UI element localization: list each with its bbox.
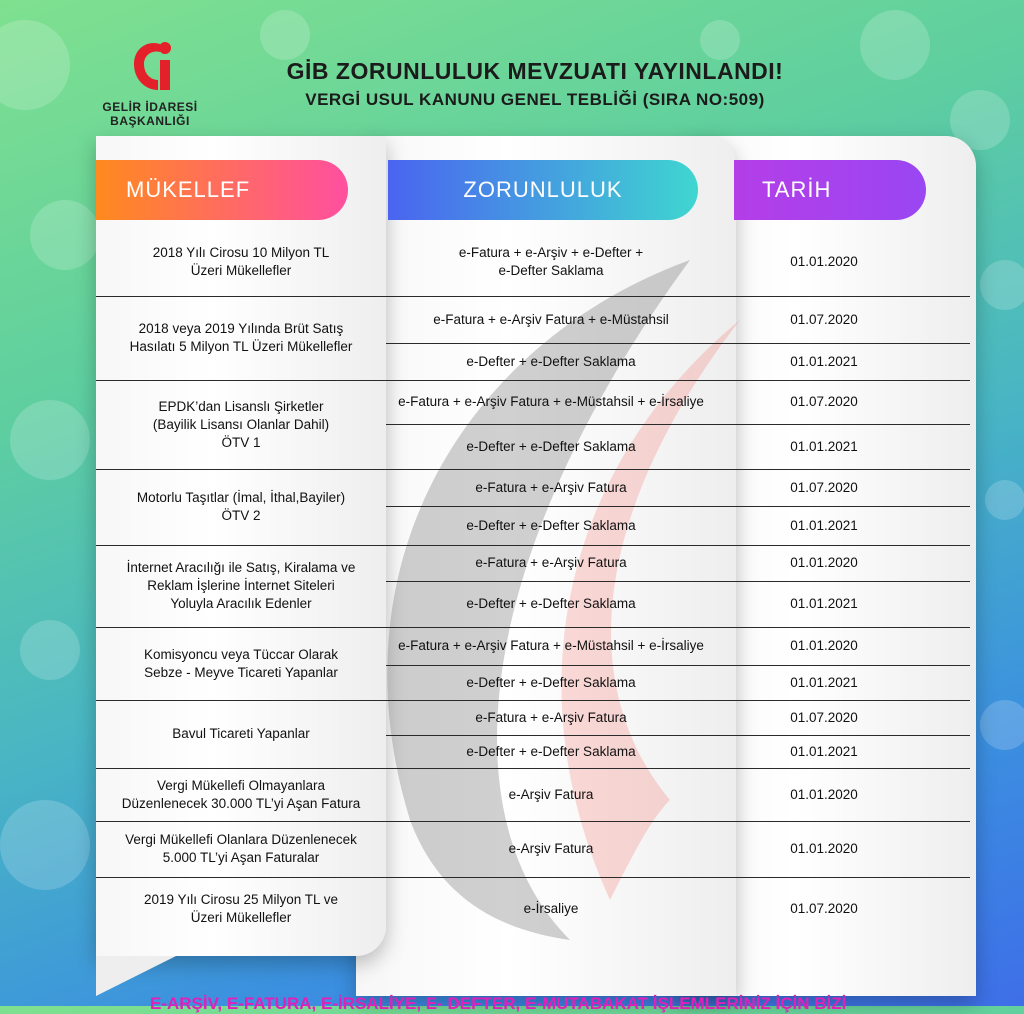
header [0,0,1024,140]
tarih-cell: 01.01.2021 [790,596,858,611]
tarih-cell: 01.07.2020 [790,311,858,327]
zorunluluk-cell [386,768,716,821]
zorunluluk-cell-line: e-Defter + e-Defter Saklama [466,743,636,759]
tarih-cell: 01.01.2020 [790,638,858,653]
gib-logo-icon [126,38,176,98]
mukellef-cell [96,627,386,700]
mukellef-cell-line: 5.000 TL’yi Aşan Faturalar [162,850,320,865]
mukellef-cell-line: 2018 veya 2019 Yılında Brüt Satış [138,321,344,336]
mukellef-cell-line: Reklam İşlerine İnternet Siteleri [147,578,335,593]
zorunluluk-header: ZORUNLULUK [388,160,698,220]
zorunluluk-cell [386,343,716,380]
zorunluluk-cell-line: e-Defter + e-Defter Saklama [466,517,636,533]
zorunluluk-cell [386,821,716,877]
tarih-cell: 01.01.2020 [790,841,858,856]
zorunluluk-cell-line: e-Arşiv Fatura [508,841,594,856]
mukellef-cell [96,700,386,768]
zorunluluk-cell [386,627,716,665]
tarih-cell: 01.07.2020 [790,900,858,916]
mukellef-cell [96,469,386,545]
mukellef-cell-line: (Bayilik Lisansı Olanlar Dahil) [152,416,330,432]
mukellef-cell-line: Bavul Ticareti Yapanlar [172,726,310,741]
mukellef-cell-line: ÖTV 2 [221,508,261,523]
zorunluluk-cell [386,424,716,469]
zorunluluk-cell-line: e-Fatura + e-Arşiv Fatura + e-Müstahsil + e-İrsaliye [398,638,704,653]
mukellef-cell-line: 2019 Yılı Cirosu 25 Milyon TL ve [143,891,339,907]
mukellef-cell [96,545,386,627]
zorunluluk-cell-line: e-Defter + e-Defter Saklama [466,674,636,690]
mukellef-cell-line: EPDK’dan Lisanslı Şirketler [158,398,324,414]
mukellef-cell [96,877,386,940]
tarih-header: TARİH [734,160,926,220]
row-divider [386,506,970,507]
tarih-cell: 01.01.2021 [790,353,858,369]
tarih-cell: 01.07.2020 [790,394,858,409]
mukellef-header: MÜKELLEF [96,160,348,220]
zorunluluk-cell-line: e-İrsaliye [523,900,579,916]
mukellef-cell-line: Üzeri Mükellefler [190,909,292,925]
tarih-cell: 01.01.2020 [790,555,858,570]
row-divider [386,581,970,582]
zorunluluk-cell-line: e-Fatura + e-Arşiv Fatura [475,709,627,725]
zorunluluk-cell [386,296,716,343]
mukellef-cell-line: ÖTV 1 [221,434,261,450]
page-subtitle: VERGİ USUL KANUNU GENEL TEBLİĞİ (SIRA NO:509) [305,90,765,109]
zorunluluk-cell [386,700,716,735]
tarih-cell: 01.01.2021 [790,438,858,454]
row-divider [386,665,970,666]
tarih-cell: 01.07.2020 [790,709,858,725]
mukellef-cell-line: Motorlu Taşıtlar (İmal, İthal,Bayiler) [136,490,346,505]
mukellef-cell [96,296,386,380]
zorunluluk-cell-line: e-Defter Saklama [498,263,604,278]
mukellef-cell-line: Yoluyla Aracılık Edenler [170,596,312,611]
mukellef-cell-line: 2018 Yılı Cirosu 10 Milyon TL [152,245,330,260]
zorunluluk-cell [386,228,716,296]
row-divider [386,735,970,736]
mukellef-cell-line: Komisyoncu veya Tüccar Olarak [143,646,339,662]
zorunluluk-cell [386,380,716,424]
mukellef-cell-line: Üzeri Mükellefler [190,263,292,278]
mukellef-cell-line: İnternet Aracılığı ile Satış, Kiralama ve [126,560,356,575]
row-divider [386,424,970,425]
mukellef-cell-line: Vergi Mükellefi Olmayanlara [156,777,326,793]
zorunluluk-cell-line: e-Fatura + e-Arşiv + e-Defter + [458,245,644,260]
tarih-cell: 01.01.2021 [790,517,858,533]
zorunluluk-cell [386,506,716,545]
mukellef-cell-line: Hasılatı 5 Milyon TL Üzeri Mükellefler [129,339,353,354]
gib-logo [100,38,200,130]
zorunluluk-cell-line: e-Fatura + e-Arşiv Fatura + e-Müstahsil [433,311,669,327]
page-title: GİB ZORUNLULUK MEVZUATI YAYINLANDI! [286,58,784,84]
zorunluluk-cell-line: e-Fatura + e-Arşiv Fatura + e-Müstahsil + e-İrsaliye [398,394,704,409]
zorunluluk-cell [386,469,716,506]
mukellef-cell [96,768,386,821]
zorunluluk-cell [386,581,716,627]
tarih-cell: 01.01.2020 [790,786,858,802]
zorunluluk-cell [386,877,716,940]
mukellef-cell [96,821,386,877]
tarih-cell: 01.01.2021 [790,674,858,690]
row-divider [386,343,970,344]
zorunluluk-cell-line: e-Fatura + e-Arşiv Fatura [475,555,627,570]
tarih-cell: 01.01.2021 [790,743,858,759]
mukellef-card-tail [96,956,176,996]
zorunluluk-cell-line: e-Fatura + e-Arşiv Fatura [475,479,627,495]
logo-line-1: GELİR İDARESİ [102,100,198,114]
zorunluluk-cell [386,665,716,700]
tarih-cell: 01.07.2020 [790,479,858,495]
mukellef-cell-line: Düzenlenecek 30.000 TL’yi Aşan Fatura [121,795,361,811]
footer-banner: E-ARŞİV, E-FATURA, E-İRSALİYE, E- DEFTER, E-MUTABAKAT İŞLEMLERİNİZ İÇİN BİZİ [150,994,847,1013]
mukellef-cell [96,380,386,469]
mukellef-cell-line: Vergi Mükellefi Olanlara Düzenlenecek [125,832,357,847]
zorunluluk-cell-line: e-Arşiv Fatura [508,786,594,802]
zorunluluk-cell-line: e-Defter + e-Defter Saklama [466,353,636,369]
mukellef-cell [96,228,386,296]
zorunluluk-cell-line: e-Defter + e-Defter Saklama [466,596,636,611]
tarih-cell: 01.01.2020 [790,254,858,269]
mukellef-cell-line: Sebze - Meyve Ticareti Yapanlar [144,664,338,680]
zorunluluk-cell [386,735,716,768]
logo-line-2: BAŞKANLIĞI [110,114,190,128]
zorunluluk-cell [386,545,716,581]
zorunluluk-cell-line: e-Defter + e-Defter Saklama [466,438,636,454]
